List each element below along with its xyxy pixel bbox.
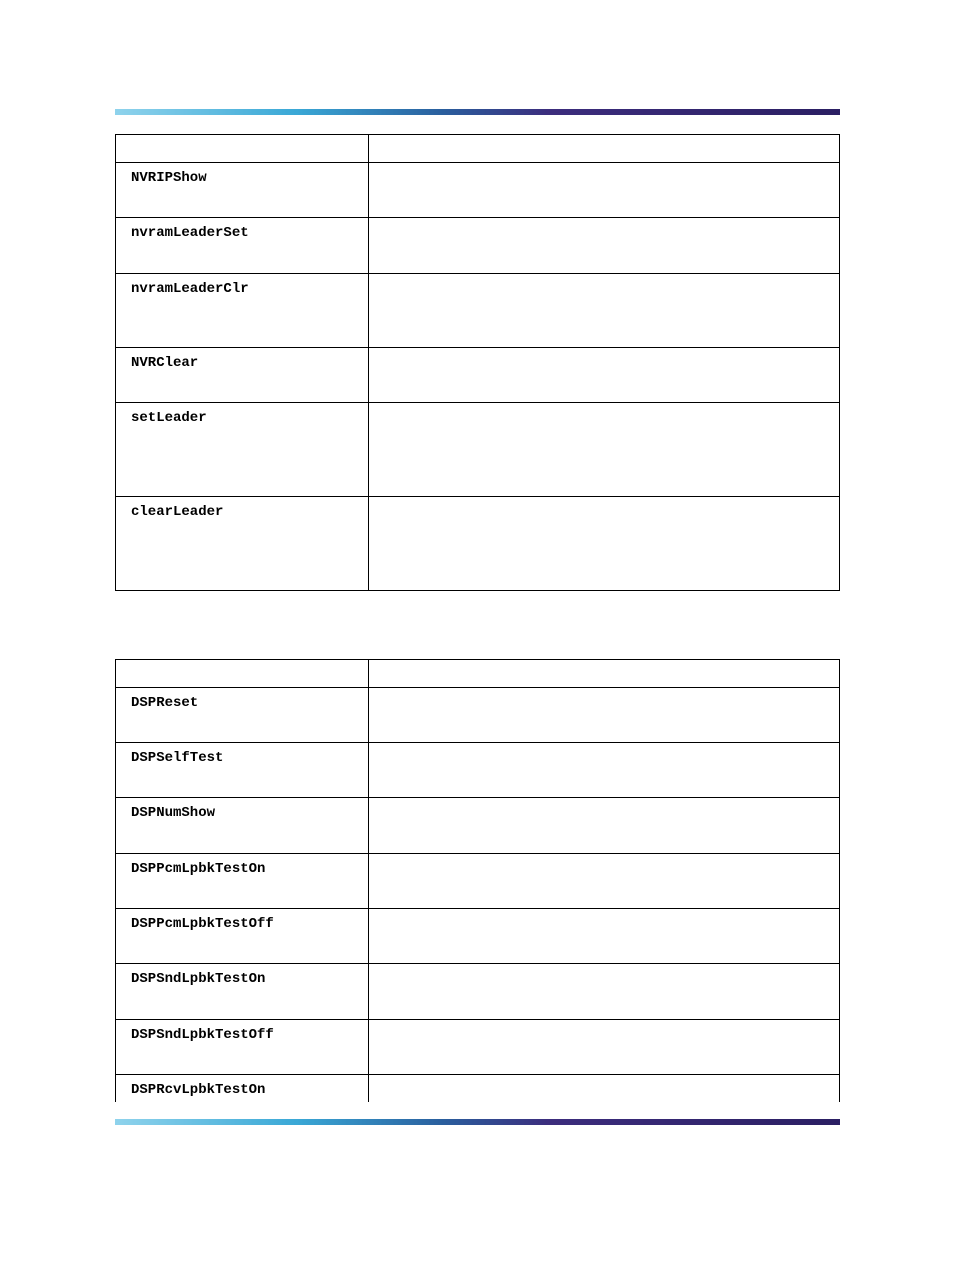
command-name: DSPRcvLpbkTestOn	[131, 1082, 266, 1098]
table-row	[116, 743, 840, 798]
command-name: DSPNumShow	[131, 805, 216, 821]
command-name: NVRClear	[131, 355, 199, 371]
table-row	[116, 964, 840, 1020]
command-description	[369, 743, 840, 798]
header-cell-command	[116, 660, 369, 688]
table-row	[116, 1020, 840, 1075]
command-description	[369, 798, 840, 854]
table-row	[116, 798, 840, 854]
command-description	[369, 688, 840, 743]
command-name: nvramLeaderSet	[131, 225, 249, 241]
command-name: DSPPcmLpbkTestOn	[131, 861, 266, 877]
table-row	[116, 854, 840, 909]
command-description	[369, 1075, 840, 1103]
command-description	[369, 909, 840, 964]
command-name: clearLeader	[131, 504, 224, 520]
table-row	[116, 1075, 840, 1103]
header-cell-description	[369, 660, 840, 688]
command-name: DSPSndLpbkTestOn	[131, 971, 266, 987]
command-description	[369, 854, 840, 909]
dsp-commands-table	[115, 659, 840, 1102]
command-description	[369, 964, 840, 1020]
command-name: DSPPcmLpbkTestOff	[131, 916, 274, 932]
command-description	[369, 1020, 840, 1075]
command-name: DSPReset	[131, 695, 199, 711]
footer-gradient-bar	[115, 1119, 840, 1125]
table-row	[116, 909, 840, 964]
command-name: DSPSndLpbkTestOff	[131, 1027, 274, 1043]
command-name: setLeader	[131, 410, 207, 426]
table-header-row	[116, 660, 840, 688]
command-name: NVRIPShow	[131, 170, 207, 186]
table-row	[116, 688, 840, 743]
command-name: DSPSelfTest	[131, 750, 224, 766]
command-name: nvramLeaderClr	[131, 281, 249, 297]
